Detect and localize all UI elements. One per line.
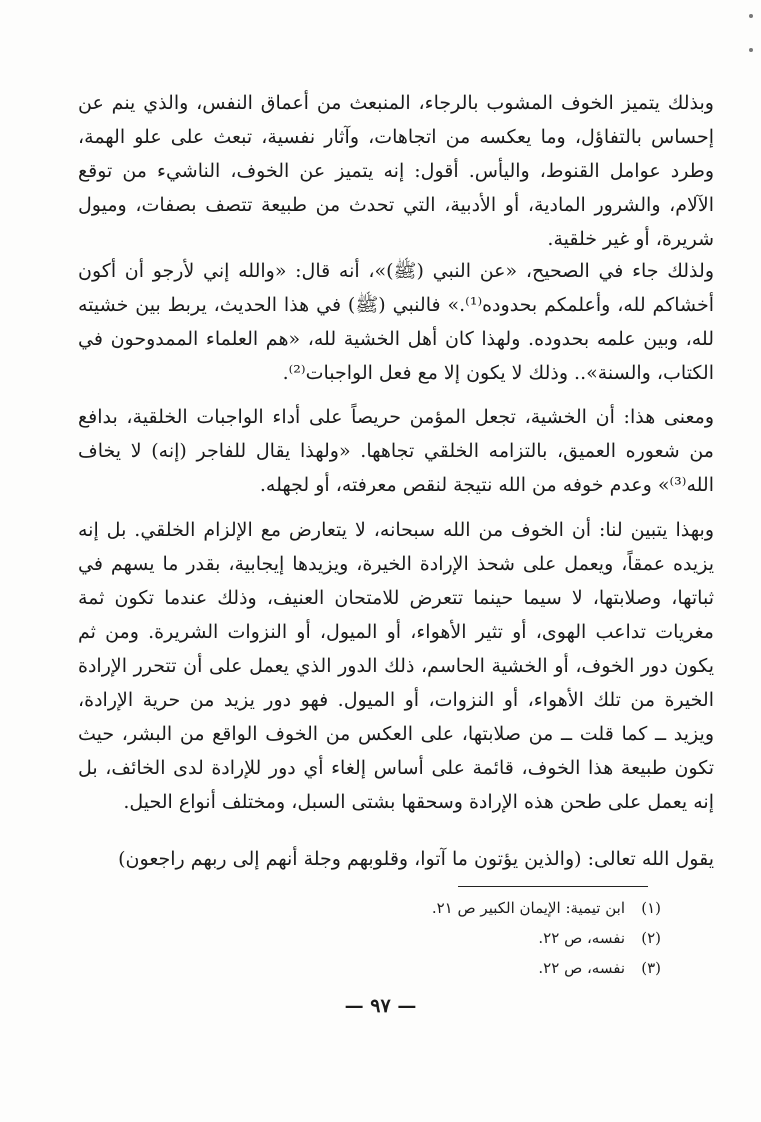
footnote-text: ابن تيمية: الإيمان الكبير ص ٢١. (431, 899, 625, 917)
footnote-number: (٢) (641, 929, 661, 947)
paragraph-hadith-reference: ولذلك جاء في الصحيح، «عن النبي (ﷺ)»، أنه قال: «والله إني لأرجو أن أكون أخشاكم لله، وأعلمكم بحدوده⁽¹⁾.» فالنبي (ﷺ) في هذا الحديث، يربط بين خشيته لله، وبين علمه بحدوده. ولهذا كان أهل الخشية لله، «هم العلماء الممدوحون في الكتاب، والسنة».. وذلك لا يكون إلا مع فعل الواجبات⁽²⁾. (78, 260, 714, 384)
paragraph-fear-with-hope: وبذلك يتميز الخوف المشوب بالرجاء، المنبعث من أعماق النفس، والذي ينم عن إحساس بالتفاؤل، وما يعكسه من اتجاهات، وآثار نفسية، تبعث على علو الهمة، وطرد عوامل القنوط، واليأس. أقول: إنه يتميز عن الخوف، الناشيء من توقع الآلام، والشرور المادية، أو الأدبية، التي تحدث من طبيعة تتصف بصفات، وميول شريرة، أو غير خلقية. (78, 92, 714, 250)
footnote-number: (١) (641, 899, 661, 917)
footnote-text: نفسه، ص ٢٢. (538, 959, 625, 977)
scan-edge-mark (749, 14, 753, 18)
footnotes-list (361, 893, 661, 983)
paragraph-quran-quote: يقول الله تعالى: (والذين يؤتون ما آتوا، وقلوبهم وجلة أنهم إلى ربهم راجعون) (118, 848, 714, 870)
paragraph-meaning-of-khashya: ومعنى هذا: أن الخشية، تجعل المؤمن حريصاً على أداء الواجبات الخلقية، بدافع من شعوره العميق، بالتزامه الخلقي تجاهها. «ولهذا يقال للفاجر (إنه) لا يخاف الله⁽³⁾» وعدم خوفه من الله نتيجة لنقص معرفته، أو لجهله. (78, 406, 714, 496)
footnote-item (361, 953, 661, 983)
scan-edge-mark (749, 48, 753, 52)
footnote-number: (٣) (641, 959, 661, 977)
page-number: — ٩٧ — (344, 995, 417, 1017)
paragraph-fear-and-moral-obligation: وبهذا يتبين لنا: أن الخوف من الله سبحانه، لا يتعارض مع الإلزام الخلقي. بل إنه يزيده عمقاً، ويعمل على شحذ الإرادة الخيرة، ويزيدها إيجابية، بقدر ما يسهم في ثباتها، وصلابتها، لا سيما حينما تتعرض للامتحان العنيف، وذلك عندما تكون ثمة مغريات تداعب الهوى، أو تثير الأهواء، أو الميول، أو النزوات الشريرة. ومن ثم يكون دور الخوف، أو الخشية الحاسم، ذلك الدور الذي يعمل على أن تتحرر الإرادة الخيرة من تلك الأهواء، أو النزوات، أو الميول. فهو دور يزيد من حرية الإرادة، ويزيد ــ كما قلت ــ من صلابتها، على العكس من الخوف الواقع من البشر، حيث تكون طبيعة هذا الخوف، قائمة على أساس إلغاء أي دور للإرادة لدى الخائف، بل إنه يعمل على طحن هذه الإرادة وسحقها بشتى السبل، ومختلف أنواع الحيل. (78, 519, 715, 813)
footnote-item (361, 893, 661, 923)
footnote-text: نفسه، ص ٢٢. (538, 929, 625, 947)
footnote-separator (458, 886, 648, 887)
footnote-item (361, 923, 661, 953)
